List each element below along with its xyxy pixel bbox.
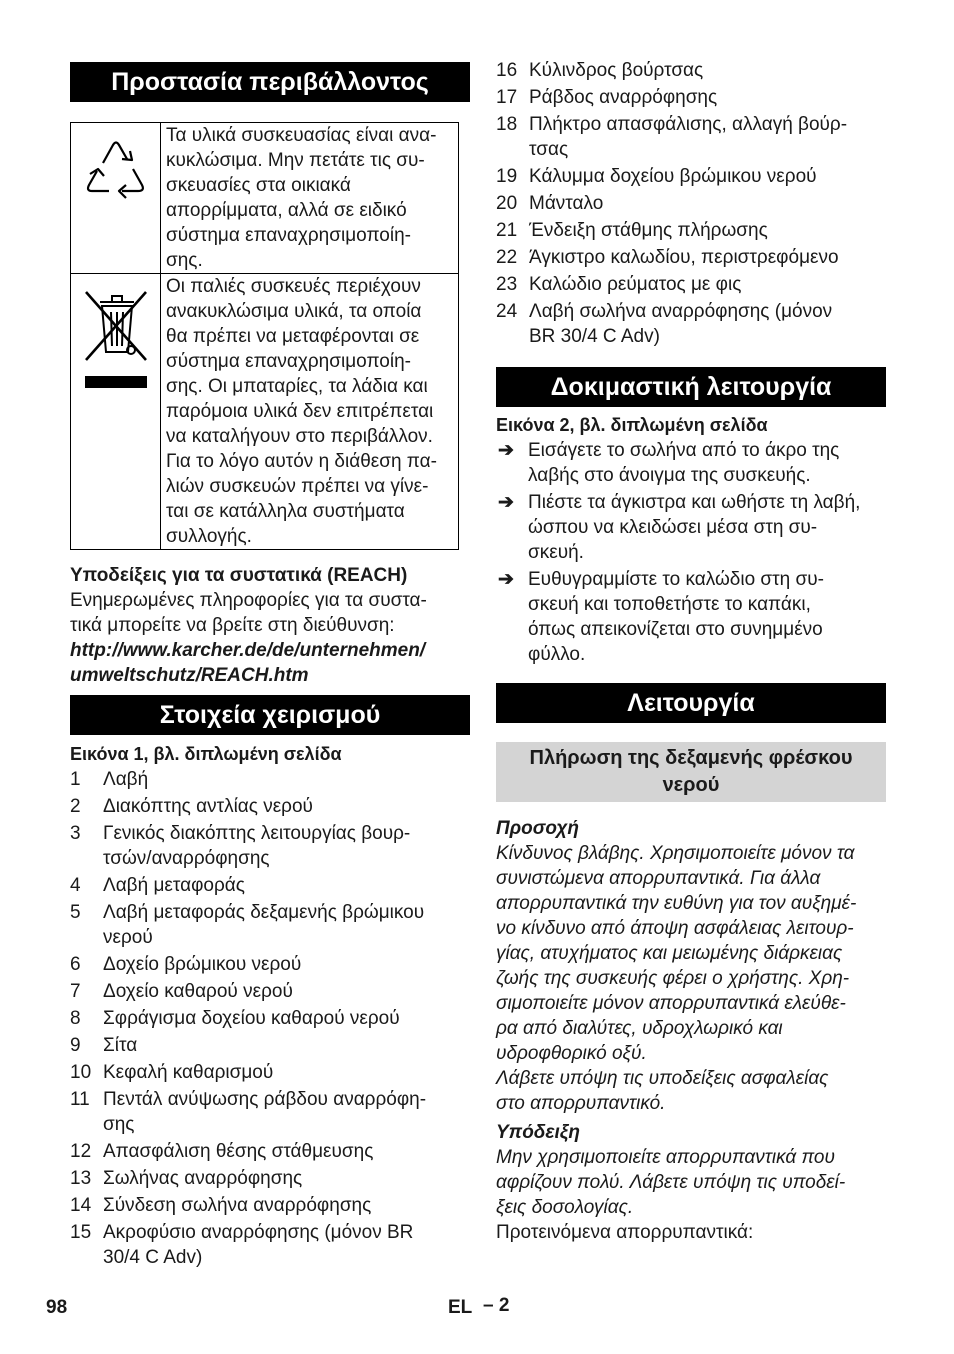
item-number: 22 xyxy=(496,247,518,268)
step-item xyxy=(496,567,886,667)
list-item xyxy=(70,1139,470,1164)
step-text: φύλλο. xyxy=(528,644,586,665)
item-text: νερού xyxy=(103,927,153,948)
step-text: λαβής στο άνοιγμα της συσκευής. xyxy=(528,465,811,486)
item-text: 30/4 C Adv) xyxy=(103,1247,203,1268)
step-item xyxy=(496,438,886,488)
item-number: 21 xyxy=(496,220,518,241)
item-number: 5 xyxy=(70,902,81,923)
recycling-text: Τα υλικά συσκευασίας είναι ανα- κυκλώσιμα. Μην πετάτε τις συ- σκευασίες στα οικιακά απορρίμματα, αλλά σε ειδικό σύστημα επαναχρησιμοποίη- σης. xyxy=(161,123,459,274)
list-item xyxy=(496,58,886,83)
operation-heading: Λειτουργία xyxy=(496,683,886,723)
item-number: 11 xyxy=(70,1089,90,1110)
item-text: Ράβδος αναρρόφησης xyxy=(529,87,718,108)
weee-text: Οι παλιές συσκευές περιέχουν ανακυκλώσιμα υλικά, τα οποία θα πρέπει να μεταφέρονται σε σύστημα επαναχρησιμοποίη- σης. Οι μπαταρίες, τα λάδια και παρόμοια υλικά δεν επιτρέπεται να καταλήγουν στο περιβάλλον. Για το λόγο αυτόν η διάθεση πα- λιών συσκευών πρέπει να γίνε- ται σε κατάλληλα συστήματα συλλογής. xyxy=(161,274,459,550)
list-item xyxy=(70,794,470,819)
arrow-right-icon: ➔ xyxy=(498,569,514,590)
caution-title: Προσοχή xyxy=(496,818,580,839)
item-text: Πεντάλ ανύψωσης ράβδου αναρρόφη- xyxy=(103,1089,427,1110)
text-line: υδροφθορικό οξύ. xyxy=(496,1043,647,1064)
item-number: 4 xyxy=(70,875,81,896)
text-line: αφρίζουν πολύ. Λάβετε υπόψη τις υποδεί- xyxy=(496,1172,846,1193)
item-text: Άγκιστρο καλωδίου, περιστρεφόμενο xyxy=(529,247,839,268)
list-item xyxy=(70,1166,470,1191)
reach-link[interactable]: umweltschutz/REACH.htm xyxy=(70,665,309,686)
item-text: Καλώδιο ρεύματος με φις xyxy=(529,274,742,295)
controls-subtitle: Εικόνα 1, βλ. διπλωμένη σελίδα xyxy=(70,744,342,764)
step-text: Πιέστε τα άγκιστρα και ωθήστε τη λαβή, xyxy=(528,492,861,513)
item-number: 24 xyxy=(496,301,518,322)
item-number: 10 xyxy=(70,1062,92,1083)
list-item xyxy=(70,1087,470,1137)
list-item xyxy=(70,900,470,950)
list-item xyxy=(70,1193,470,1218)
list-item xyxy=(70,1220,470,1270)
text-line: νο κίνδυνο από άποψη ασφάλειας λειτουρ- xyxy=(496,918,854,939)
text-line: σιμοποιείτε μόνον απορρυπαντικά ελεύθε- xyxy=(496,993,846,1014)
item-text: Ένδειξη στάθμης πλήρωσης xyxy=(529,220,768,241)
item-number: 1 xyxy=(70,769,81,790)
text-line: ρα από διαλύτες, υδροχλωρικό και xyxy=(496,1018,783,1039)
step-text: Εισάγετε το σωλήνα από το άκρο της xyxy=(528,440,840,461)
right-column xyxy=(496,58,886,1245)
item-number: 3 xyxy=(70,823,81,844)
item-text: τσας xyxy=(529,139,569,160)
note-title: Υπόδειξη xyxy=(496,1122,580,1143)
item-text: Κεφαλή καθαρισμού xyxy=(103,1062,274,1083)
item-text: Δοχείο καθαρού νερού xyxy=(103,981,293,1002)
reach-link[interactable]: http://www.karcher.de/de/unternehmen/ xyxy=(70,640,426,661)
item-number: 2 xyxy=(70,796,81,817)
controls-heading: Στοιχεία χειρισμού xyxy=(70,695,470,735)
text-line: απορρυπαντικά την ευθύνη για τον αυξημέ- xyxy=(496,893,857,914)
step-item xyxy=(496,490,886,565)
list-item xyxy=(70,1033,470,1058)
list-item xyxy=(496,191,886,216)
list-item xyxy=(70,1060,470,1085)
item-number: 15 xyxy=(70,1222,92,1243)
trial-run-heading: Δοκιμαστική λειτουργία xyxy=(496,367,886,407)
step-text: σκευή και τοποθετήστε το καπάκι, xyxy=(528,594,811,615)
list-item xyxy=(70,821,470,871)
item-text: Σφράγισμα δοχείου καθαρού νερού xyxy=(103,1008,400,1029)
item-text: τσών/αναρρόφησης xyxy=(103,848,270,869)
item-text: Κύλινδρος βούρτσας xyxy=(529,60,704,81)
trial-run-subtitle: Εικόνα 2, βλ. διπλωμένη σελίδα xyxy=(496,415,768,435)
item-text: Σωλήνας αναρρόφησης xyxy=(103,1168,303,1189)
item-text: Σίτα xyxy=(103,1035,138,1056)
step-text: ώσπου να κλειδώσει μέσα στη συ- xyxy=(528,517,818,538)
list-item xyxy=(496,218,886,243)
item-text: Μάνταλο xyxy=(529,193,604,214)
item-text: Λαβή xyxy=(103,769,149,790)
arrow-right-icon: ➔ xyxy=(498,440,514,461)
item-number: 12 xyxy=(70,1141,92,1162)
note-text xyxy=(496,1145,886,1220)
item-text: Διακόπτης αντλίας νερού xyxy=(103,796,313,817)
item-text: Σύνδεση σωλήνα αναρρόφησης xyxy=(103,1195,372,1216)
recycle-icon xyxy=(75,129,157,209)
step-text: Ευθυγραμμίστε το καλώδιο στη συ- xyxy=(528,569,824,590)
item-number: 16 xyxy=(496,60,518,81)
list-item xyxy=(496,245,886,270)
item-text: Κάλυμμα δοχείου βρώμικου νερού xyxy=(529,166,817,187)
text-line: ξεις δοσολογίας. xyxy=(496,1197,634,1218)
reach-text-line: Ενημερωμένες πληροφορίες για τα συστα- xyxy=(70,590,427,611)
text-line: Κίνδυνος βλάβης. Χρησιμοποιείτε μόνον τα xyxy=(496,843,855,864)
text-line: Μην χρησιμοποιείτε απορρυπαντικά που xyxy=(496,1147,835,1168)
reach-title: Υποδείξεις για τα συστατικά (REACH) xyxy=(70,565,408,586)
list-item xyxy=(496,272,886,297)
text-line: ζωής της συσκευής φέρει ο χρήστης. Χρη- xyxy=(496,968,850,989)
item-text: Ακροφύσιο αναρρόφησης (μόνον BR xyxy=(103,1222,414,1243)
crossed-out-bin-icon xyxy=(76,280,156,392)
item-text: Λαβή σωλήνα αναρρόφησης (μόνον xyxy=(529,301,833,322)
item-number: 7 xyxy=(70,981,81,1002)
item-number: 20 xyxy=(496,193,518,214)
list-item xyxy=(70,979,470,1004)
fill-tank-heading: Πλήρωση της δεξαμενής φρέσκου νερού xyxy=(496,742,886,802)
arrow-right-icon: ➔ xyxy=(498,492,514,513)
item-number: 23 xyxy=(496,274,518,295)
item-text: Λαβή μεταφοράς δεξαμενής βρώμικου xyxy=(103,902,425,923)
item-text: Απασφάλιση θέσης στάθμευσης xyxy=(103,1141,374,1162)
step-text: σκευή. xyxy=(528,542,584,563)
list-item xyxy=(496,299,886,349)
item-number: 19 xyxy=(496,166,518,187)
item-text: Δοχείο βρώμικου νερού xyxy=(103,954,302,975)
reach-section xyxy=(70,563,470,688)
item-text: BR 30/4 C Adv) xyxy=(529,326,660,347)
item-text: Γενικός διακόπτης λειτουργίας βουρ- xyxy=(103,823,411,844)
item-text: Πλήκτρο απασφάλισης, αλλαγή βούρ- xyxy=(529,114,848,135)
list-item xyxy=(70,1006,470,1031)
list-item xyxy=(70,767,470,792)
list-item xyxy=(70,873,470,898)
list-item xyxy=(70,952,470,977)
trial-run-steps xyxy=(496,438,886,667)
left-column xyxy=(70,62,470,1272)
list-item xyxy=(496,112,886,162)
item-text: Λαβή μεταφοράς xyxy=(103,875,245,896)
sub-page-number: – 2 xyxy=(483,1295,510,1316)
page-number: 98 xyxy=(46,1297,68,1318)
recommended-detergents: Προτεινόμενα απορρυπαντικά: xyxy=(496,1222,754,1243)
caution-text xyxy=(496,841,886,1116)
step-text: όπως απεικονίζεται στο συνημμένο xyxy=(528,619,823,640)
environment-heading: Προστασία περιβάλλοντος xyxy=(70,62,470,102)
controls-list xyxy=(70,767,470,1270)
list-item xyxy=(496,164,886,189)
text-line: Λάβετε υπόψη τις υποδείξεις ασφαλείας xyxy=(496,1068,829,1089)
text-line: γίας, ατυχήματος και μειωμένης διάρκειας xyxy=(496,943,843,964)
text-line: στο απορρυπαντικό. xyxy=(496,1093,666,1114)
language-code: EL xyxy=(448,1297,473,1318)
item-number: 9 xyxy=(70,1035,81,1056)
environment-table xyxy=(70,122,459,550)
item-number: 13 xyxy=(70,1168,92,1189)
item-number: 8 xyxy=(70,1008,81,1029)
text-line: συνιστώμενα απορρυπαντικά. Για άλλα xyxy=(496,868,821,889)
item-number: 6 xyxy=(70,954,81,975)
item-number: 14 xyxy=(70,1195,92,1216)
item-text: σης xyxy=(103,1114,135,1135)
controls-list-continued xyxy=(496,58,886,349)
list-item xyxy=(496,85,886,110)
reach-text-line: τικά μπορείτε να βρείτε στη διεύθυνση: xyxy=(70,615,395,636)
item-number: 17 xyxy=(496,87,518,108)
item-number: 18 xyxy=(496,114,518,135)
